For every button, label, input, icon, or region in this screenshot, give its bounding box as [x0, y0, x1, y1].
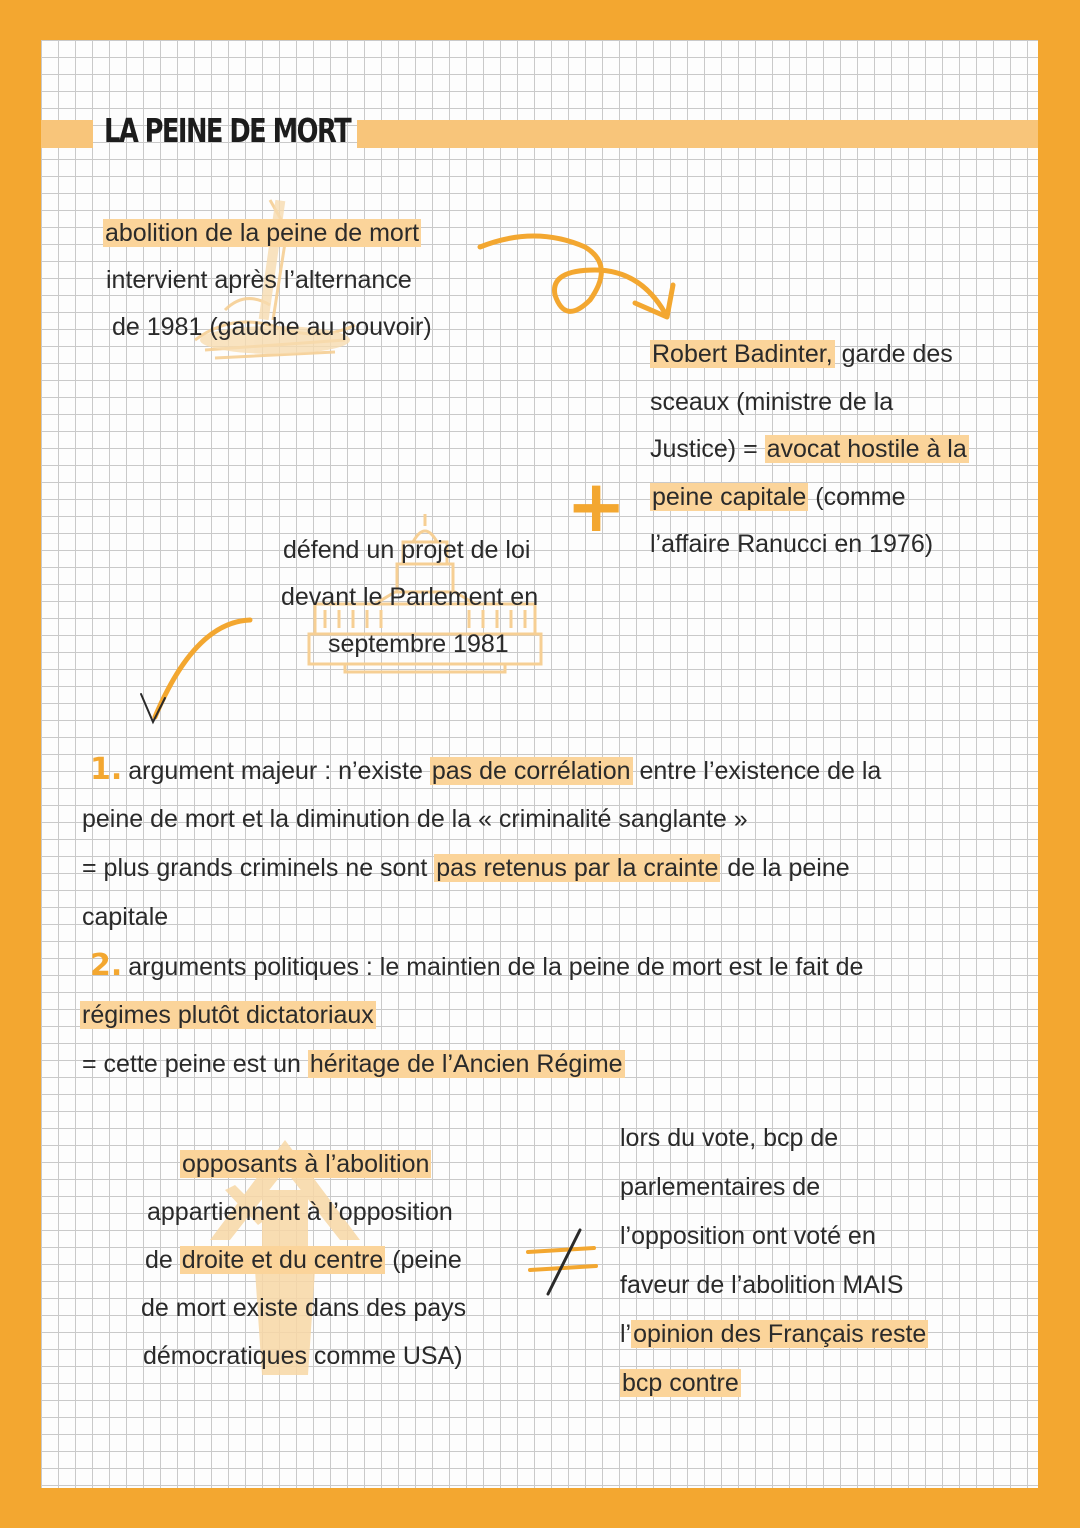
down-arrow-icon [135, 612, 260, 737]
block5-line6 [620, 1359, 741, 1407]
argument2-pre: arguments politiques : le maintien de la peine de mort est le fait de [128, 953, 864, 981]
block3-line2: devant le Parlement en [281, 583, 539, 611]
page-title: LA PEINE DE MORT [104, 111, 351, 150]
block2-line4 [650, 473, 906, 521]
block2-line3-pre: Justice) = [650, 435, 765, 463]
curly-arrow-icon [475, 225, 685, 325]
block1-line1 [103, 209, 421, 257]
block5-line2: parlementaires de [620, 1173, 821, 1201]
block2-line1-rest: garde des [834, 340, 953, 368]
dictatoriaux-highlight: régimes plutôt dictatoriaux [82, 1001, 374, 1029]
block2-line4-rest: (comme [808, 483, 906, 511]
opposants-highlight: opposants à l’abolition [182, 1150, 430, 1178]
block2-line2: sceaux (ministre de la [650, 388, 894, 416]
block4-line3-post: (peine [385, 1246, 462, 1274]
argument1-line1 [90, 746, 881, 795]
block1-highlight: abolition de la peine de mort [105, 219, 420, 247]
ancien-regime-highlight: héritage de l’Ancien Régime [309, 1050, 623, 1078]
correlation-highlight: pas de corrélation [431, 757, 631, 785]
block4-line3-pre: de [145, 1246, 180, 1274]
block5-line1: lors du vote, bcp de [620, 1124, 839, 1152]
number-one: 1. [90, 752, 123, 787]
title-band-right [357, 120, 1038, 148]
block4-line5: démocratiques comme USA) [143, 1342, 463, 1370]
argument1-line2: peine de mort et la diminution de la « criminalité sanglante » [82, 805, 748, 833]
block1-line2: intervient après l’alternance [106, 266, 412, 294]
argument1-line3-pre: = plus grands criminels ne sont [82, 854, 435, 882]
argument2-line3 [82, 1040, 625, 1088]
opinion-highlight: opinion des Français reste [633, 1320, 927, 1348]
block5-line3: l’opposition ont voté en [620, 1222, 876, 1250]
block4-line2: appartiennent à l’opposition [147, 1198, 453, 1226]
block2-line3 [650, 425, 969, 473]
hostile-highlight: avocat hostile à la [766, 435, 967, 463]
title-band-left [41, 120, 93, 148]
argument1-post: entre l’existence de la [632, 757, 882, 785]
block2-line5: l’affaire Ranucci en 1976) [650, 530, 934, 558]
block5-line5 [620, 1310, 928, 1358]
not-equal-icon [522, 1222, 602, 1302]
peine-capitale-highlight: peine capitale [652, 483, 807, 511]
badinter-highlight: Robert Badinter, [652, 340, 833, 368]
block3-line1: défend un projet de loi [283, 536, 531, 564]
block5-line4: faveur de l’abolition MAIS [620, 1271, 904, 1299]
block2-line1 [650, 330, 953, 378]
block4-line4: de mort existe dans des pays [141, 1294, 467, 1322]
block5-line5-pre: l’ [620, 1320, 632, 1348]
block4-line3 [145, 1236, 462, 1284]
argument2-line2 [80, 991, 376, 1039]
argument1-pre: argument majeur : n’existe [128, 757, 430, 785]
argument2-line1 [90, 942, 863, 991]
argument1-line4: capitale [82, 903, 169, 931]
number-two: 2. [90, 948, 123, 983]
plus-icon: + [566, 464, 627, 548]
block4-line1 [180, 1140, 431, 1188]
bcp-contre-highlight: bcp contre [622, 1369, 739, 1397]
argument2-line3-pre: = cette peine est un [82, 1050, 308, 1078]
crainte-highlight: pas retenus par la crainte [436, 854, 719, 882]
block3-line3: septembre 1981 [328, 630, 509, 658]
block1-line3: de 1981 (gauche au pouvoir) [112, 313, 432, 341]
droite-centre-highlight: droite et du centre [181, 1246, 384, 1274]
argument1-line3 [82, 844, 850, 892]
argument1-line3-post: de la peine [720, 854, 850, 882]
